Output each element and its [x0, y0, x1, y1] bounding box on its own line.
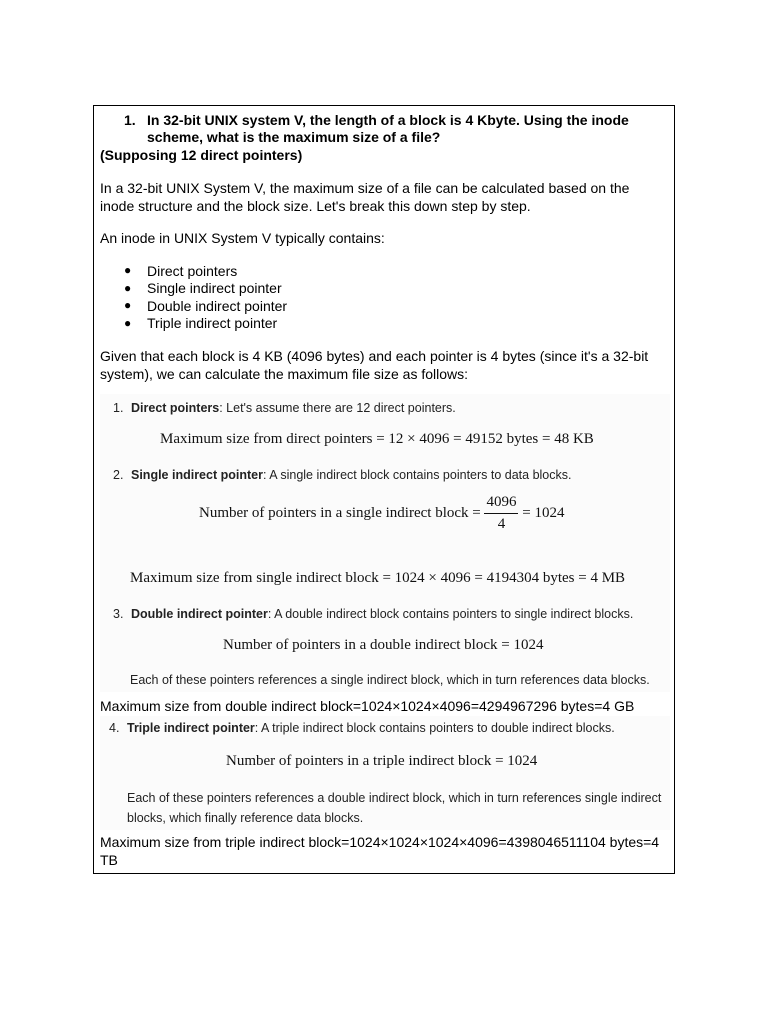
step-4-heading: [127, 720, 615, 736]
step-3-title: Double indirect pointer: [131, 607, 268, 621]
question-line-2: scheme, what is the maximum size of a file?: [147, 129, 441, 145]
question-line-1: In 32-bit UNIX system V, the length of a block is 4 Kbyte. Using the inode: [147, 112, 629, 128]
intro-line-2: inode structure and the block size. Let's break this down step by step.: [100, 198, 531, 214]
step-2-number: 2.: [113, 468, 124, 482]
step-3-text: : A double indirect block contains pointers to single indirect blocks.: [267, 607, 634, 621]
bullet-dot: ●: [124, 316, 132, 330]
bullet-dot: ●: [124, 298, 132, 312]
step-3-note: Each of these pointers references a single indirect block, which in turn references data blocks.: [130, 673, 650, 687]
step-2-heading: [131, 467, 571, 483]
intro-line-1: In a 32-bit UNIX System V, the maximum size of a file can be calculated based on the: [100, 180, 630, 196]
step-3-number: 3.: [113, 607, 124, 621]
list-item: Triple indirect pointer: [147, 315, 278, 331]
list-item: Double indirect pointer: [147, 298, 288, 314]
step-2-formula-suffix: = 1024: [522, 504, 565, 521]
triple-indirect-result-line-2: TB: [100, 852, 118, 868]
step-4-text: : A triple indirect block contains pointers to double indirect blocks.: [254, 721, 615, 735]
step-4-formula: Number of pointers in a triple indirect block = 1024: [226, 753, 538, 769]
step-4-title: Triple indirect pointer: [127, 721, 255, 735]
bullet-dot: ●: [124, 281, 132, 295]
step-4-note-line-1: Each of these pointers references a double indirect block, which in turn references single indirect: [127, 791, 662, 805]
step-2-formula-2: Maximum size from single indirect block = 1024 × 4096 = 4194304 bytes = 4 MB: [130, 570, 626, 586]
fraction-denominator: 4: [497, 516, 506, 532]
given-line-1: Given that each block is 4 KB (4096 bytes) and each pointer is 4 bytes (since it's a 32-bit: [100, 348, 649, 364]
question-number: 1.: [124, 112, 136, 128]
step-2-title: Single indirect pointer: [131, 468, 263, 482]
step-3-heading: [131, 606, 633, 622]
fraction: [484, 494, 518, 533]
step-1-heading: [131, 400, 456, 416]
step-1-formula: Maximum size from direct pointers = 12 × 4096 = 49152 bytes = 48 KB: [160, 431, 594, 447]
given-line-2: system), we can calculate the maximum file size as follows:: [100, 366, 469, 382]
triple-indirect-result-line-1: Maximum size from triple indirect block=1024×1024×1024×4096=4398046511104 bytes=4: [100, 834, 660, 850]
step-1-number: 1.: [113, 401, 124, 415]
step-2-formula-prefix: Number of pointers in a single indirect block =: [199, 504, 481, 521]
list-item: Direct pointers: [147, 263, 238, 279]
step-4-number: 4.: [109, 721, 120, 735]
step-2-formula: [199, 494, 564, 533]
bullet-dot: ●: [124, 263, 132, 277]
fraction-numerator: 4096: [484, 494, 518, 514]
inode-intro: An inode in UNIX System V typically contains:: [100, 230, 385, 246]
step-1-title: Direct pointers: [131, 401, 220, 415]
double-indirect-result: Maximum size from double indirect block=1024×1024×4096=4294967296 bytes=4 GB: [100, 698, 635, 714]
step-1-text: : Let's assume there are 12 direct pointers.: [219, 401, 456, 415]
list-item: Single indirect pointer: [147, 280, 282, 296]
step-3-formula: Number of pointers in a double indirect block = 1024: [223, 637, 544, 653]
question-line-3: (Supposing 12 direct pointers): [100, 147, 303, 163]
step-4-note-line-2: blocks, which finally reference data blocks.: [127, 811, 364, 825]
step-2-text: : A single indirect block contains pointers to data blocks.: [262, 468, 572, 482]
